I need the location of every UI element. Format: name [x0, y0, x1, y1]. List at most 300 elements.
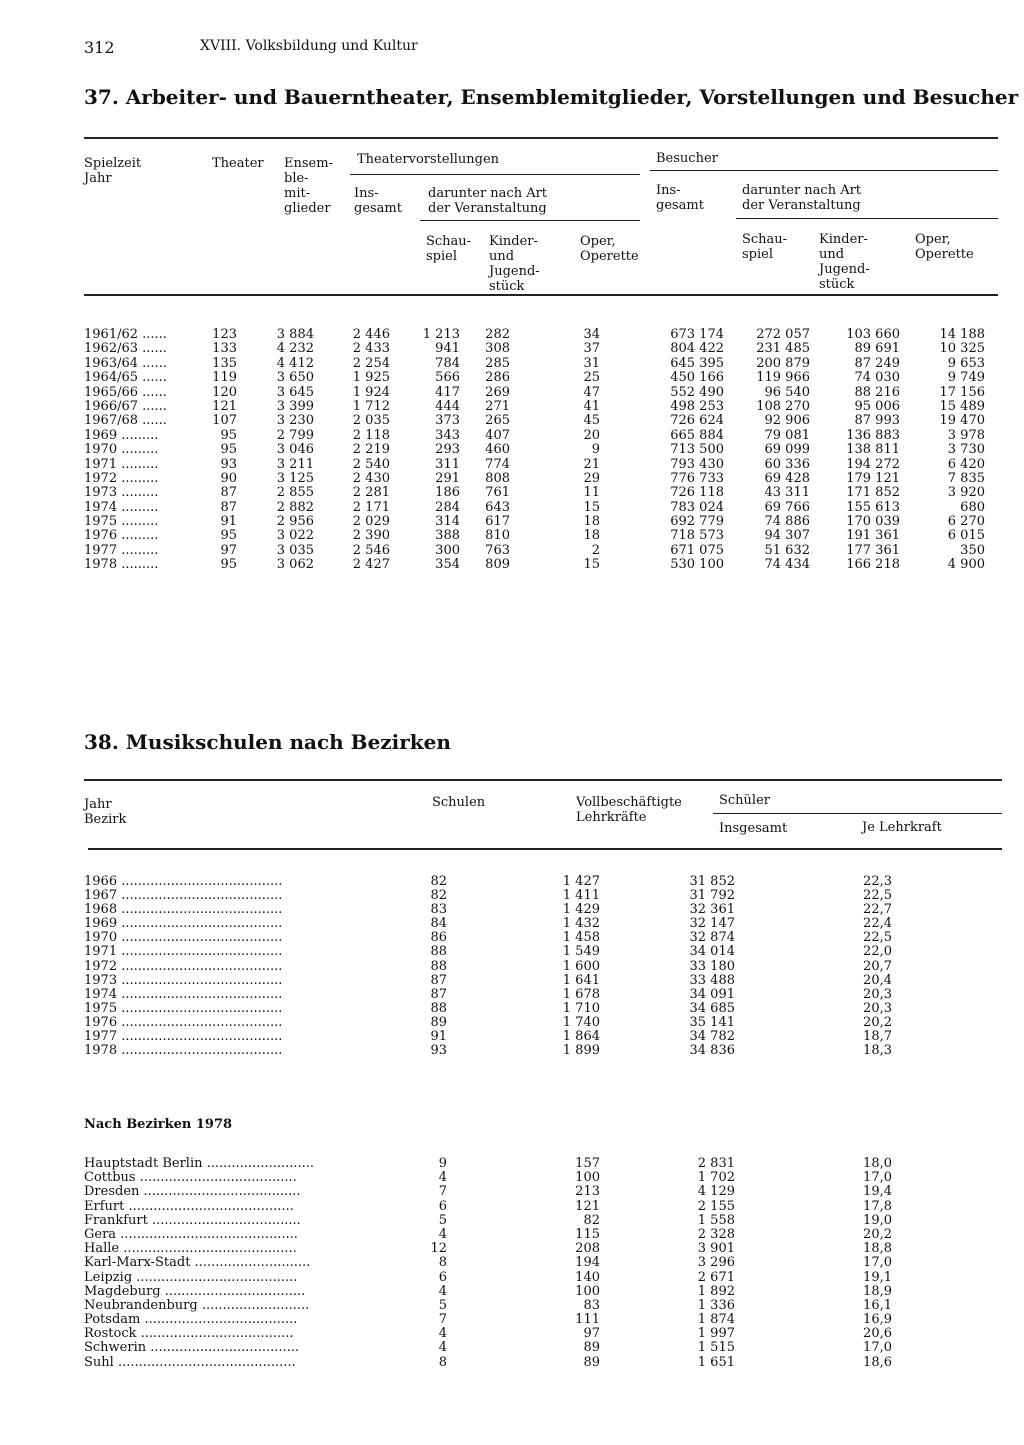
table-cell: 286	[485, 370, 510, 386]
table-row	[84, 400, 985, 414]
row-label: 1967 .......................................	[84, 888, 283, 904]
header-rule-besucher	[650, 170, 998, 171]
table-cell: 51 632	[764, 542, 810, 558]
table-cell: 8	[438, 1354, 447, 1370]
table-cell: 34 836	[689, 1043, 735, 1059]
table-cell: 2 433	[352, 341, 390, 357]
row-label: 1966 .......................................	[84, 874, 283, 889]
table-row	[84, 1030, 892, 1044]
table-cell: 33 180	[689, 958, 735, 974]
col-header-schulen: Schulen	[432, 795, 486, 810]
table-38-header-rule	[88, 848, 1002, 850]
table-cell: 783 024	[670, 499, 724, 515]
table-row	[84, 386, 985, 400]
table-cell: 15	[583, 499, 600, 515]
table-cell: 18,8	[863, 1241, 892, 1257]
table-row	[84, 1200, 892, 1214]
table-cell: 1 702	[697, 1170, 735, 1186]
table-row	[84, 342, 985, 356]
table-row	[84, 1016, 892, 1030]
table-cell: 74 886	[764, 514, 810, 530]
table-cell: 5	[438, 1212, 447, 1228]
table-cell: 32 147	[689, 916, 735, 932]
table-cell: 2 446	[352, 327, 390, 342]
table-cell: 17,0	[863, 1340, 892, 1356]
col-header-tv-kinder: Kinder- und Jugend- stück	[489, 234, 540, 294]
table-cell: 91	[430, 1029, 447, 1045]
table-cell: 1 710	[562, 1000, 600, 1016]
table-cell: 179 121	[846, 470, 900, 486]
table-cell: 82	[583, 1212, 600, 1228]
row-label: 1974 .........	[84, 499, 159, 515]
table-cell: 1 740	[562, 1014, 600, 1030]
table-cell: 69 428	[764, 470, 810, 486]
table-cell: 47	[583, 384, 600, 400]
table-cell: 9	[591, 442, 600, 458]
table-cell: 2 546	[352, 542, 390, 558]
table-cell: 293	[435, 442, 460, 458]
table-cell: 282	[485, 327, 510, 342]
col-header-tv-oper: Oper, Operette	[580, 234, 639, 264]
header-rule-schueler	[713, 813, 1002, 814]
table-row	[84, 1214, 892, 1228]
table-cell: 97	[220, 542, 237, 558]
table-cell: 32 361	[689, 902, 735, 918]
table-cell: 19,0	[863, 1212, 892, 1228]
table-cell: 2 035	[352, 413, 390, 429]
table-cell: 2 671	[697, 1269, 735, 1285]
table-cell: 1 892	[697, 1283, 735, 1299]
table-cell: 19,1	[863, 1269, 892, 1285]
table-cell: 14 188	[939, 327, 985, 342]
table-cell: 1 458	[562, 930, 600, 946]
table-cell: 460	[485, 442, 510, 458]
table-cell: 22,5	[863, 888, 892, 904]
table-cell: 171 852	[846, 485, 900, 501]
row-label: 1971 .......................................	[84, 944, 283, 960]
col-header-lehrkraefte: Vollbeschäftigte Lehrkräfte	[576, 795, 682, 825]
row-label: 1973 .........	[84, 485, 159, 501]
table-cell: 18,3	[863, 1043, 892, 1059]
table-cell: 9 749	[947, 370, 985, 386]
table-cell: 88 216	[854, 384, 900, 400]
table-cell: 20,7	[863, 958, 892, 974]
table-cell: 2 029	[352, 514, 390, 530]
table-cell: 2 882	[276, 499, 314, 515]
table-cell: 19,4	[863, 1184, 892, 1200]
table-cell: 2 281	[352, 485, 390, 501]
table-cell: 191 361	[846, 528, 900, 544]
table-cell: 45	[583, 413, 600, 429]
table-cell: 407	[485, 427, 510, 443]
table-cell: 22,0	[863, 944, 892, 960]
table-cell: 314	[435, 514, 460, 530]
table-cell: 1 600	[562, 958, 600, 974]
row-label: Neubrandenburg ..........................	[84, 1297, 310, 1313]
table-cell: 444	[435, 398, 460, 414]
header-rule-b-darunter	[736, 218, 998, 219]
table-cell: 35 141	[689, 1014, 735, 1030]
row-label: 1977 .........	[84, 542, 159, 558]
table-cell: 2 219	[352, 442, 390, 458]
row-label: Magdeburg ..................................	[84, 1283, 306, 1299]
table-cell: 2 390	[352, 528, 390, 544]
table-row	[84, 1271, 892, 1285]
table-cell: 3 035	[276, 542, 314, 558]
row-label: Leipzig .......................................	[84, 1269, 298, 1285]
table-cell: 120	[212, 384, 237, 400]
table-cell: 1 997	[697, 1326, 735, 1342]
table-row	[84, 529, 985, 543]
table-cell: 311	[435, 456, 460, 472]
table-cell: 1 925	[352, 370, 390, 386]
table-cell: 2 831	[697, 1156, 735, 1171]
table-cell: 82	[430, 874, 447, 889]
table-cell: 34 782	[689, 1029, 735, 1045]
table-cell: 119	[212, 370, 237, 386]
table-cell: 16,1	[863, 1297, 892, 1313]
table-cell: 718 573	[670, 528, 724, 544]
table-cell: 89	[583, 1340, 600, 1356]
table-38-years	[84, 875, 892, 1058]
table-cell: 617	[485, 514, 510, 530]
table-cell: 1 515	[697, 1340, 735, 1356]
table-cell: 231 485	[756, 341, 810, 357]
table-cell: 90	[220, 470, 237, 486]
table-cell: 4	[438, 1226, 447, 1242]
table-cell: 8	[438, 1255, 447, 1271]
table-cell: 19 470	[939, 413, 985, 429]
table-cell: 3 730	[947, 442, 985, 458]
table-cell: 89 691	[854, 341, 900, 357]
table-row	[84, 988, 892, 1002]
table-cell: 155 613	[846, 499, 900, 515]
table-cell: 200 879	[756, 355, 810, 371]
table-cell: 34 685	[689, 1000, 735, 1016]
col-header-theatervorstellungen: Theatervorstellungen	[357, 152, 500, 167]
table-cell: 92 906	[764, 413, 810, 429]
table-cell: 810	[485, 528, 510, 544]
table-cell: 1 558	[697, 1212, 735, 1228]
table-cell: 671 075	[670, 542, 724, 558]
table-cell: 6	[438, 1269, 447, 1285]
table-cell: 373	[435, 413, 460, 429]
table-row	[84, 1356, 892, 1370]
table-row	[84, 1185, 892, 1199]
table-cell: 2 799	[276, 427, 314, 443]
table-cell: 4 900	[947, 557, 985, 573]
table-cell: 22,7	[863, 902, 892, 918]
table-cell: 3 022	[276, 528, 314, 544]
table-cell: 2 430	[352, 470, 390, 486]
table-cell: 12	[430, 1241, 447, 1257]
table-37-body	[84, 328, 985, 573]
table-cell: 88	[430, 1000, 447, 1016]
table-cell: 88	[430, 958, 447, 974]
table-cell: 1 712	[352, 398, 390, 414]
table-cell: 4	[438, 1326, 447, 1342]
table-cell: 22,5	[863, 930, 892, 946]
table-cell: 6	[438, 1198, 447, 1214]
table-cell: 83	[430, 902, 447, 918]
table-cell: 34 014	[689, 944, 735, 960]
table-cell: 20,3	[863, 986, 892, 1002]
table-row	[84, 458, 985, 472]
table-cell: 761	[485, 485, 510, 501]
table-cell: 2 254	[352, 355, 390, 371]
table-cell: 20,2	[863, 1226, 892, 1242]
row-label: 1976 .........	[84, 528, 159, 544]
table-cell: 20,6	[863, 1326, 892, 1342]
table-row	[84, 515, 985, 529]
row-label: 1970 .......................................	[84, 930, 283, 946]
table-cell: 103 660	[846, 327, 900, 342]
table-cell: 1 651	[697, 1354, 735, 1370]
row-label: 1962/63 ......	[84, 341, 167, 357]
table-cell: 3 046	[276, 442, 314, 458]
table-cell: 3 901	[697, 1241, 735, 1257]
table-cell: 170 039	[846, 514, 900, 530]
table-cell: 4	[438, 1283, 447, 1299]
table-cell: 133	[212, 341, 237, 357]
table-cell: 673 174	[670, 327, 724, 342]
table-cell: 680	[960, 499, 985, 515]
table-38-top-rule	[84, 779, 1002, 781]
table-38-bezirke	[84, 1157, 892, 1370]
table-cell: 121	[212, 398, 237, 414]
table-cell: 9 653	[947, 355, 985, 371]
table-cell: 194 272	[846, 456, 900, 472]
table-cell: 2 956	[276, 514, 314, 530]
row-label: Karl-Marx-Stadt ............................	[84, 1255, 311, 1271]
table-cell: 95	[220, 427, 237, 443]
table-cell: 7	[438, 1184, 447, 1200]
table-cell: 82	[430, 888, 447, 904]
table-cell: 5	[438, 1297, 447, 1313]
table-cell: 88	[430, 944, 447, 960]
table-cell: 2 171	[352, 499, 390, 515]
row-label: 1975 .......................................	[84, 1000, 283, 1016]
col-header-b-oper: Oper, Operette	[915, 232, 974, 262]
table-cell: 2 328	[697, 1226, 735, 1242]
table-cell: 692 779	[670, 514, 724, 530]
table-cell: 10 325	[939, 341, 985, 357]
row-label: 1968 .......................................	[84, 902, 283, 918]
table-cell: 9	[438, 1156, 447, 1171]
table-cell: 69 766	[764, 499, 810, 515]
table-cell: 60 336	[764, 456, 810, 472]
row-label: 1972 .........	[84, 470, 159, 486]
table-cell: 119 966	[756, 370, 810, 386]
table-cell: 18	[583, 528, 600, 544]
table-cell: 86	[430, 930, 447, 946]
table-cell: 213	[575, 1184, 600, 1200]
table-row	[84, 903, 892, 917]
table-cell: 17 156	[939, 384, 985, 400]
table-cell: 776 733	[670, 470, 724, 486]
table-cell: 1 641	[562, 972, 600, 988]
table-cell: 95	[220, 528, 237, 544]
row-label: 1976 .......................................	[84, 1014, 283, 1030]
table-cell: 343	[435, 427, 460, 443]
table-cell: 20,4	[863, 972, 892, 988]
table-row	[84, 960, 892, 974]
table-row	[84, 472, 985, 486]
table-cell: 4 129	[697, 1184, 735, 1200]
row-label: 1969 .........	[84, 427, 159, 443]
table-cell: 450 166	[670, 370, 724, 386]
table-cell: 308	[485, 341, 510, 357]
table-row	[84, 1285, 892, 1299]
table-cell: 41	[583, 398, 600, 414]
row-label: Potsdam .....................................	[84, 1312, 298, 1328]
table-cell: 2	[591, 542, 600, 558]
table-cell: 784	[435, 355, 460, 371]
table-cell: 43 311	[764, 485, 810, 501]
table-cell: 272 057	[756, 327, 810, 342]
table-cell: 100	[575, 1283, 600, 1299]
row-label: 1977 .......................................	[84, 1029, 283, 1045]
table-cell: 809	[485, 557, 510, 573]
table-cell: 3 650	[276, 370, 314, 386]
table-cell: 2 427	[352, 557, 390, 573]
table-cell: 95 006	[854, 398, 900, 414]
table-cell: 22,4	[863, 916, 892, 932]
table-cell: 645 395	[670, 355, 724, 371]
table-37-title: 37. Arbeiter- und Bauerntheater, Ensemblemitglieder, Vorstellungen und Besucher	[84, 85, 1019, 109]
table-cell: 186	[435, 485, 460, 501]
table-row	[84, 1044, 892, 1058]
table-cell: 726 624	[670, 413, 724, 429]
table-cell: 34 091	[689, 986, 735, 1002]
table-cell: 388	[435, 528, 460, 544]
table-cell: 84	[430, 916, 447, 932]
table-cell: 774	[485, 456, 510, 472]
table-cell: 1 678	[562, 986, 600, 1002]
table-row	[84, 544, 985, 558]
table-cell: 3 884	[276, 327, 314, 342]
table-row	[84, 501, 985, 515]
table-cell: 31 852	[689, 874, 735, 889]
header-rule-tv	[350, 174, 640, 175]
table-cell: 18,7	[863, 1029, 892, 1045]
table-row	[84, 443, 985, 457]
table-cell: 121	[575, 1198, 600, 1214]
table-cell: 18,6	[863, 1354, 892, 1370]
table-cell: 83	[583, 1297, 600, 1313]
row-label: 1978 .......................................	[84, 1043, 283, 1059]
table-row	[84, 357, 985, 371]
table-cell: 3 399	[276, 398, 314, 414]
table-row	[84, 371, 985, 385]
row-label: 1971 .........	[84, 456, 159, 472]
table-row	[84, 1157, 892, 1171]
table-cell: 285	[485, 355, 510, 371]
row-label: 1975 .........	[84, 514, 159, 530]
table-cell: 354	[435, 557, 460, 573]
bezirke-subtitle: Nach Bezirken 1978	[84, 1117, 233, 1132]
col-header-jahr: Jahr Bezirk	[84, 797, 127, 827]
table-cell: 665 884	[670, 427, 724, 443]
table-cell: 1 864	[562, 1029, 600, 1045]
table-cell: 530 100	[670, 557, 724, 573]
table-cell: 3 062	[276, 557, 314, 573]
row-label: 1966/67 ......	[84, 398, 167, 414]
table-cell: 3 211	[276, 456, 314, 472]
table-row	[84, 486, 985, 500]
table-cell: 1 213	[422, 327, 460, 342]
table-cell: 29	[583, 470, 600, 486]
table-cell: 123	[212, 327, 237, 342]
table-cell: 18,0	[863, 1156, 892, 1171]
table-cell: 89	[430, 1014, 447, 1030]
table-cell: 6 420	[947, 456, 985, 472]
table-row	[84, 974, 892, 988]
table-cell: 269	[485, 384, 510, 400]
table-cell: 37	[583, 341, 600, 357]
table-cell: 34	[583, 327, 600, 342]
table-cell: 2 118	[352, 427, 390, 443]
table-cell: 15	[583, 557, 600, 573]
table-cell: 95	[220, 442, 237, 458]
table-cell: 4	[438, 1170, 447, 1186]
col-header-insgesamt: Insgesamt	[719, 821, 788, 836]
table-row	[84, 1341, 892, 1355]
table-cell: 2 155	[697, 1198, 735, 1214]
table-cell: 91	[220, 514, 237, 530]
table-cell: 417	[435, 384, 460, 400]
table-row	[84, 1313, 892, 1327]
table-row	[84, 1327, 892, 1341]
table-row	[84, 1002, 892, 1016]
table-cell: 941	[435, 341, 460, 357]
row-label: Gera ...........................................	[84, 1226, 298, 1242]
table-row	[84, 1242, 892, 1256]
table-cell: 4 232	[276, 341, 314, 357]
table-cell: 208	[575, 1241, 600, 1257]
col-header-b-schauspiel: Schau- spiel	[742, 232, 788, 262]
table-cell: 96 540	[764, 384, 810, 400]
table-cell: 136 883	[846, 427, 900, 443]
table-cell: 1 874	[697, 1312, 735, 1328]
table-cell: 3 296	[697, 1255, 735, 1271]
row-label: Suhl ...........................................	[84, 1354, 296, 1370]
table-cell: 3 125	[276, 470, 314, 486]
col-header-ensemble: Ensem- ble- mit- glieder	[284, 156, 333, 216]
table-cell: 793 430	[670, 456, 724, 472]
col-header-besucher: Besucher	[656, 151, 718, 166]
row-label: 1978 .........	[84, 557, 159, 573]
row-label: Halle ..........................................	[84, 1241, 297, 1257]
header-rule-tv-darunter	[420, 220, 640, 221]
table-cell: 20,3	[863, 1000, 892, 1016]
table-cell: 350	[960, 542, 985, 558]
col-header-b-darunter: darunter nach Art der Veranstaltung	[742, 183, 862, 213]
table-cell: 7 835	[947, 470, 985, 486]
row-label: 1963/64 ......	[84, 355, 167, 371]
table-cell: 31 792	[689, 888, 735, 904]
col-header-spielzeit: Spielzeit Jahr	[84, 156, 142, 186]
table-38-title: 38. Musikschulen nach Bezirken	[84, 730, 451, 754]
table-cell: 115	[575, 1226, 600, 1242]
table-cell: 69 099	[764, 442, 810, 458]
col-header-je-lehrkraft: Je Lehrkraft	[862, 820, 942, 835]
table-cell: 2 540	[352, 456, 390, 472]
table-cell: 22,3	[863, 874, 892, 889]
row-label: 1965/66 ......	[84, 384, 167, 400]
table-row	[84, 945, 892, 959]
row-label: 1964/65 ......	[84, 370, 167, 386]
